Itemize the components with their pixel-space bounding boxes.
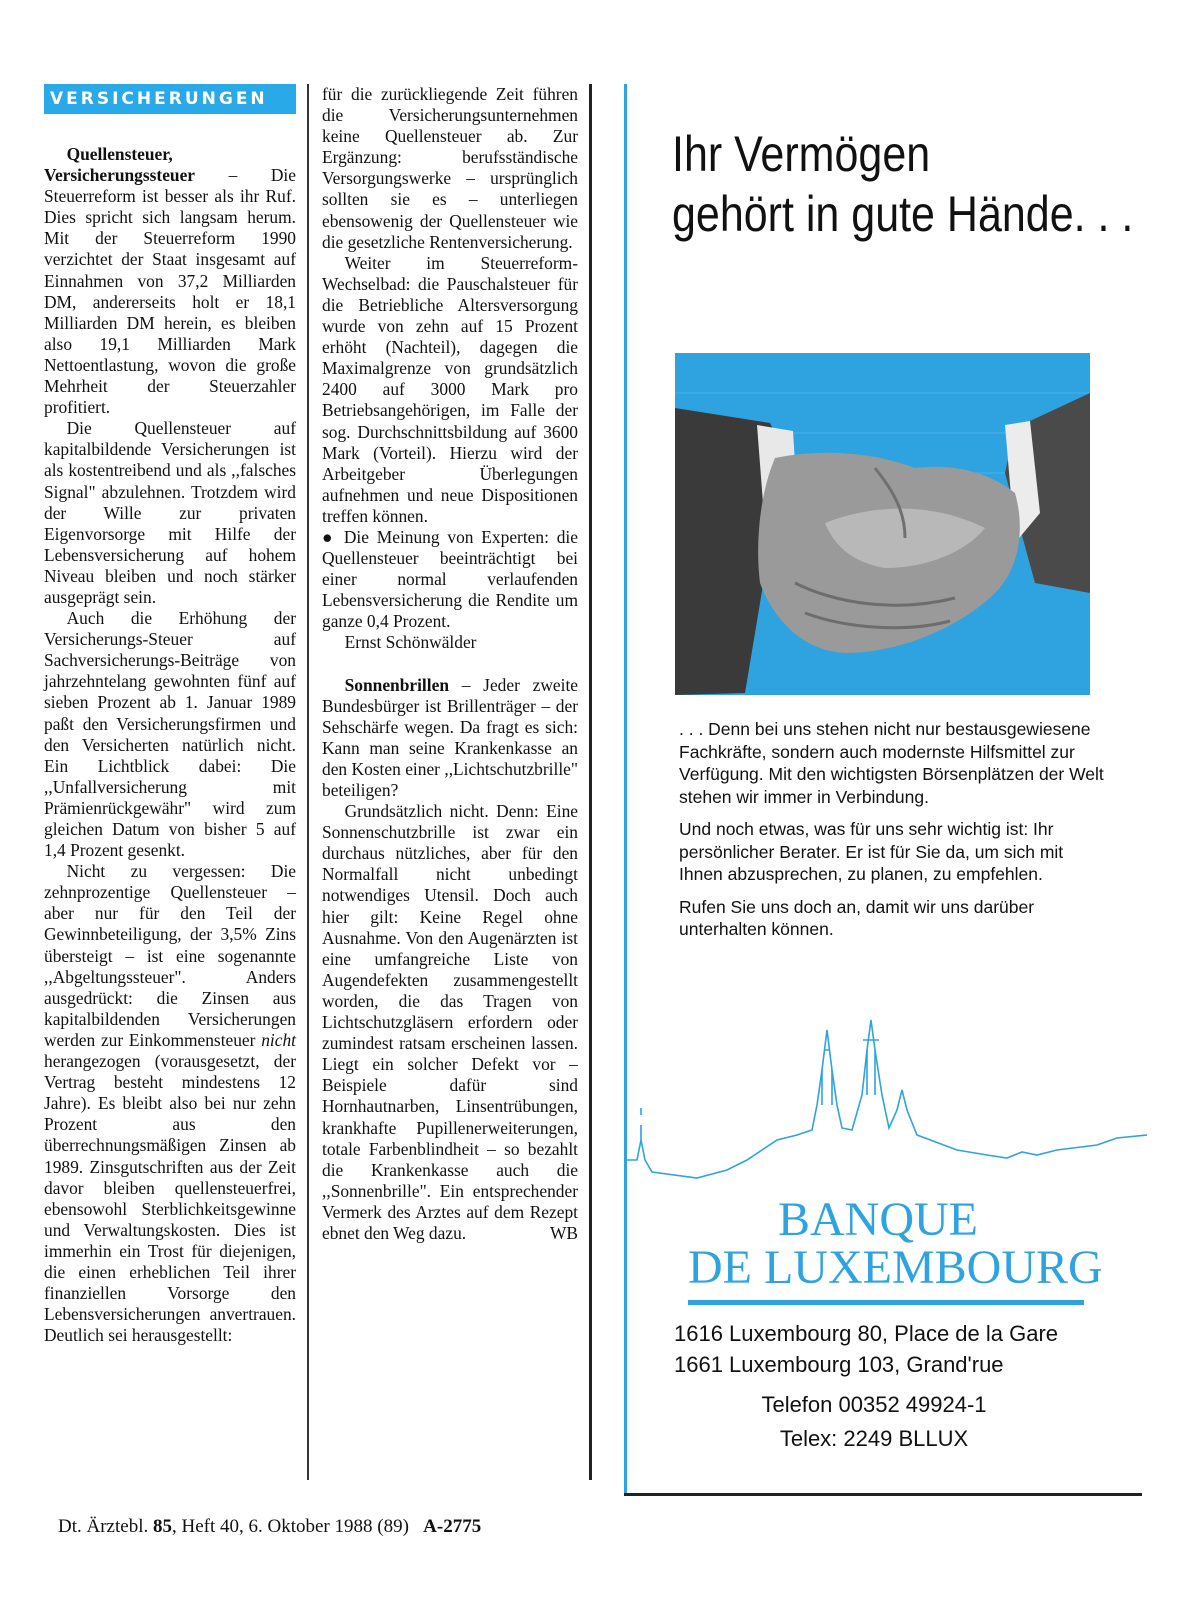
article-author: Ernst Schönwälder [344, 632, 477, 653]
article-paragraph: Die Quellensteuer auf kapitalbildende Versicherungen ist als kostentreibend und als ,,falsches Signal" abzulehnen. Trotzdem wird der Wille zur privaten Eigenvorsorge mit Hilfe der Lebensversicherung auf hohem Niveau bleiben und noch stärker ausgeprägt sein. [44, 418, 296, 607]
article-author: WB [549, 1222, 578, 1243]
ad-body: . . . Denn bei uns stehen nicht nur bestausgewiesene Fachkräfte, sondern auch modernste Hilfsmittel zur Verfügung. Mit den wichtigsten Börsenplätzen der Welt stehen wir immer in Verbindung. Und noch etwas, was für uns sehr wichtig ist: Ihr persönlicher Berater. Er ist für Sie da, um sich mit Ihnen abzusprechen, zu planen, zu empfehlen. Rufen Sie uns doch an, damit wir uns darüber unterhalten können. [679, 719, 1104, 939]
logo-underline [688, 1300, 1084, 1305]
spacer [322, 654, 578, 675]
bank-address: 1616 Luxembourg 80, Place de la Gare 1661 Luxembourg 103, Grand'rue [674, 1321, 1059, 1377]
luxembourg-skyline-logo [627, 1010, 1147, 1220]
article-column-2 [322, 84, 578, 1244]
article-paragraph: ● Die Meinung von Experten: die Quellensteuer beeinträchtigt bei einer normal verlaufenden Lebensversicherung die Rendite um ganze 0,4 Prozent. [322, 526, 578, 632]
handshake-photo [675, 353, 1090, 695]
article-column-1 [44, 144, 296, 1346]
ad-headline: Ihr Vermögen gehört in gute Hände. . . [672, 126, 1134, 242]
article-title: Sonnenbrillen [344, 674, 449, 695]
column-divider [589, 84, 592, 1480]
article-paragraph: Nicht zu vergessen: Die zehnprozentige Quellensteuer – aber nur für den Teil der Gewinnbeteiligung, der 3,5% Zins übersteigt – ist eine sogenannte ,,Abgeltungssteuer". Anders ausgedrückt: die Zinsen aus kapitalbildenden Versicherungen werden zur Einkommensteuer nicht herangezogen (vorausgesetzt, der Vertrag besteht mindestens 12 Jahre). Es bleibt also bei nur zehn Prozent aus den überrechnungsmäßigen Zinsen ab 1989. Zinsgutschriften aus der Zeit davor bleiben quellensteuerfrei, ebensowohl Sterblichkeitsgewinne und Verwaltungskosten. Dies ist immerhin ein Trost für diejenigen, die einen erheblichen Teil ihrer finanziellen Vorsorge den Lebensversicherungen anvertrauen. Deutlich sei herausgestellt: [44, 861, 296, 1346]
article-paragraph: für die zurückliegende Zeit führen die Versicherungsunternehmen keine Quellensteuer ab. Zur Ergänzung: berufsständische Versorgungswerke – ursprünglich sollten sie es – unterliegen ebensowenig der Quellensteuer wie die gesetzliche Rentenversicherung. [322, 84, 578, 252]
page-footer: Dt. Ärztebl. 85, Heft 40, 6. Oktober 1988 (89) A-2775 [58, 1516, 482, 1537]
column-divider [307, 84, 309, 1480]
telex-number: Telex: 2249 BLLUX [779, 1426, 969, 1451]
ad-border [624, 84, 627, 1494]
article-title: Quellensteuer, Versicherungssteuer [44, 144, 196, 186]
article-paragraph: Grundsätzlich nicht. Denn: Eine Sonnenschutzbrille ist zwar ein durchaus nützliches, aber für den Normalfall nicht unbedingt notwendiges Utensil. Doch auch hier gilt: Keine Regel ohne Ausnahme. Von den Augenärzten ist eine umfangreiche Liste von Augendefekten zusammengestellt worden, die das Tragen von Lichtschutzgläsern erfordern oder zumindest ratsam erscheinen lassen. Liegt ein solcher Defekt vor – Beispiele dafür sind Hornhautnarben, Linsentrübungen, krankhafte Pupillenerweiterungen, totale Farbenblindheit – so bezahlt die Krankenkasse auch die ,,Sonnenbrille". Ein entsprechender Vermerk des Arztes auf dem Rezept ebnet den Weg dazu. WB [322, 801, 578, 1243]
article-paragraph: Auch die Erhöhung der Versicherungs-Steuer auf Sachversicherungs-Beiträge von jahrzehntelang gewohnten fünf auf sieben Prozent ab 1. Januar 1989 paßt den Versicherungsfirmen und den Versicherten natürlich nicht. Ein Lichtblick dabei: Die ,,Unfallversicherung mit Prämienrückgewähr" wird zum gleichen Datum von bisher 5 auf 1,4 Prozent gesenkt. [44, 608, 296, 861]
bank-contact [674, 1388, 1074, 1456]
article-paragraph: Sonnenbrillen – Jeder zweite Bundesbürger ist Brillenträger – der Sehschärfe wegen. Da fragt es sich: Kann man seine Krankenkasse an den Kosten einer ,,Lichtschutzbrille" beteiligen? [322, 674, 578, 800]
article-paragraph: Quellensteuer, Versicherungssteuer – Die Steuerreform ist besser als ihr Ruf. Dies spricht sich langsam herum. Mit der Steuerreform 1990 verzichtet der Staat insgesamt auf Einnahmen von 37,2 Milliarden DM, andererseits holt er 18,1 Milliarden DM herein, es bleiben also 19,1 Milliarden Mark Nettoentlastung, wovon die große Mehrheit der Steuerzahler profitiert. [44, 144, 296, 418]
phone-number: Telefon 00352 49924-1 [761, 1392, 987, 1417]
ad-border [624, 1493, 1142, 1496]
page-number: A-2775 [423, 1516, 482, 1537]
section-tag: VERSICHERUNGEN [44, 84, 296, 114]
article-paragraph: Weiter im Steuerreform-Wechselbad: die Pauschalsteuer für die Betriebliche Altersversorgung wurde von zehn auf 15 Prozent erhöht (Nachteil), dagegen die Maximalgrenze von grundsätzlich 2400 auf 3000 Mark pro Betriebsangehörigen, im Falle der sog. Durchschnittsbildung auf 3600 Mark (Vorteil). Hierzu wird der Arbeitgeber Überlegungen aufnehmen und neue Dispositionen treffen können. [322, 252, 578, 526]
